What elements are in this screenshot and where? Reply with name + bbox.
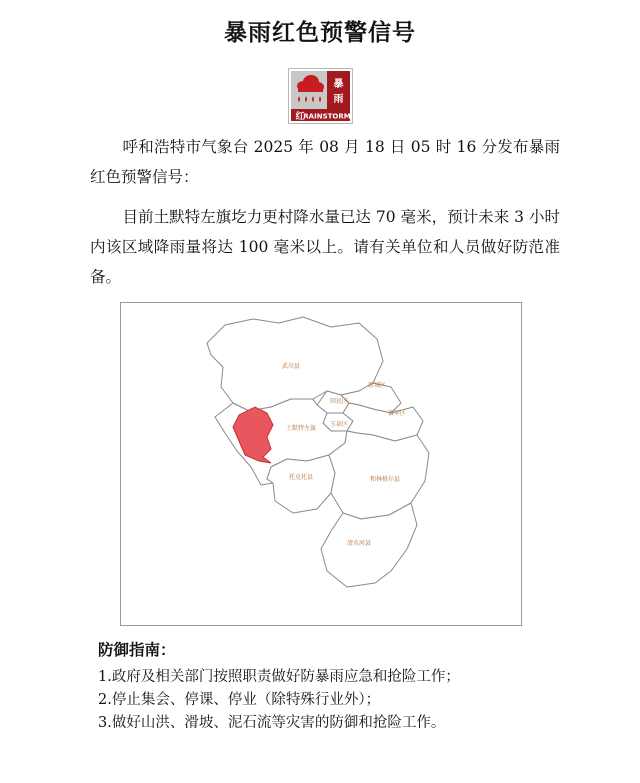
label-huimin: 回民区 xyxy=(329,398,349,405)
guide-item: 2.停止集会、停课、停业（除特殊行业外）； xyxy=(98,692,381,708)
label-tumote: 土默特左旗 xyxy=(285,425,317,432)
label-tuoketuo: 托克托县 xyxy=(288,474,314,481)
map-tuoketuo xyxy=(267,455,335,513)
logo-side-char-2: 雨 xyxy=(333,94,344,105)
rainstorm-red-warning-icon xyxy=(288,68,353,124)
map-helinge xyxy=(329,431,429,519)
guide-item: 1.政府及相关部门按照职责做好防暴雨应急和抢险工作； xyxy=(98,669,460,685)
guide-item: 3.做好山洪、滑坡、泥石流等灾害的防御和抢险工作。 xyxy=(98,715,446,731)
guide-title: 防御指南： xyxy=(98,640,176,659)
label-wuchuan: 武川县 xyxy=(281,363,301,370)
label-yuquan: 玉泉区 xyxy=(329,421,349,428)
forecast-paragraph: 目前土默特左旗圪力更村降水量已达 70 毫米，预计未来 3 小时内该区域降雨量将达 100 毫米以上。请有关单位和人员做好防范准备。 xyxy=(90,208,560,286)
district-map xyxy=(120,302,522,626)
issue-paragraph: 呼和浩特市气象台 2025 年 08 月 18 日 05 时 16 分发布暴雨红色预警信号： xyxy=(90,138,560,186)
logo-bottom-text: RAINSTORM xyxy=(303,112,351,121)
logo-side-char-1: 暴 xyxy=(333,79,344,90)
logo-bottom-char: 红 xyxy=(295,112,305,122)
label-xincheng: 新城区 xyxy=(367,382,387,389)
page-title: 暴雨红色预警信号 xyxy=(224,20,416,46)
label-qingshuihe: 清水河县 xyxy=(346,540,372,547)
label-helinge: 和林格尔县 xyxy=(369,476,401,483)
label-saihan: 赛罕区 xyxy=(387,410,407,417)
